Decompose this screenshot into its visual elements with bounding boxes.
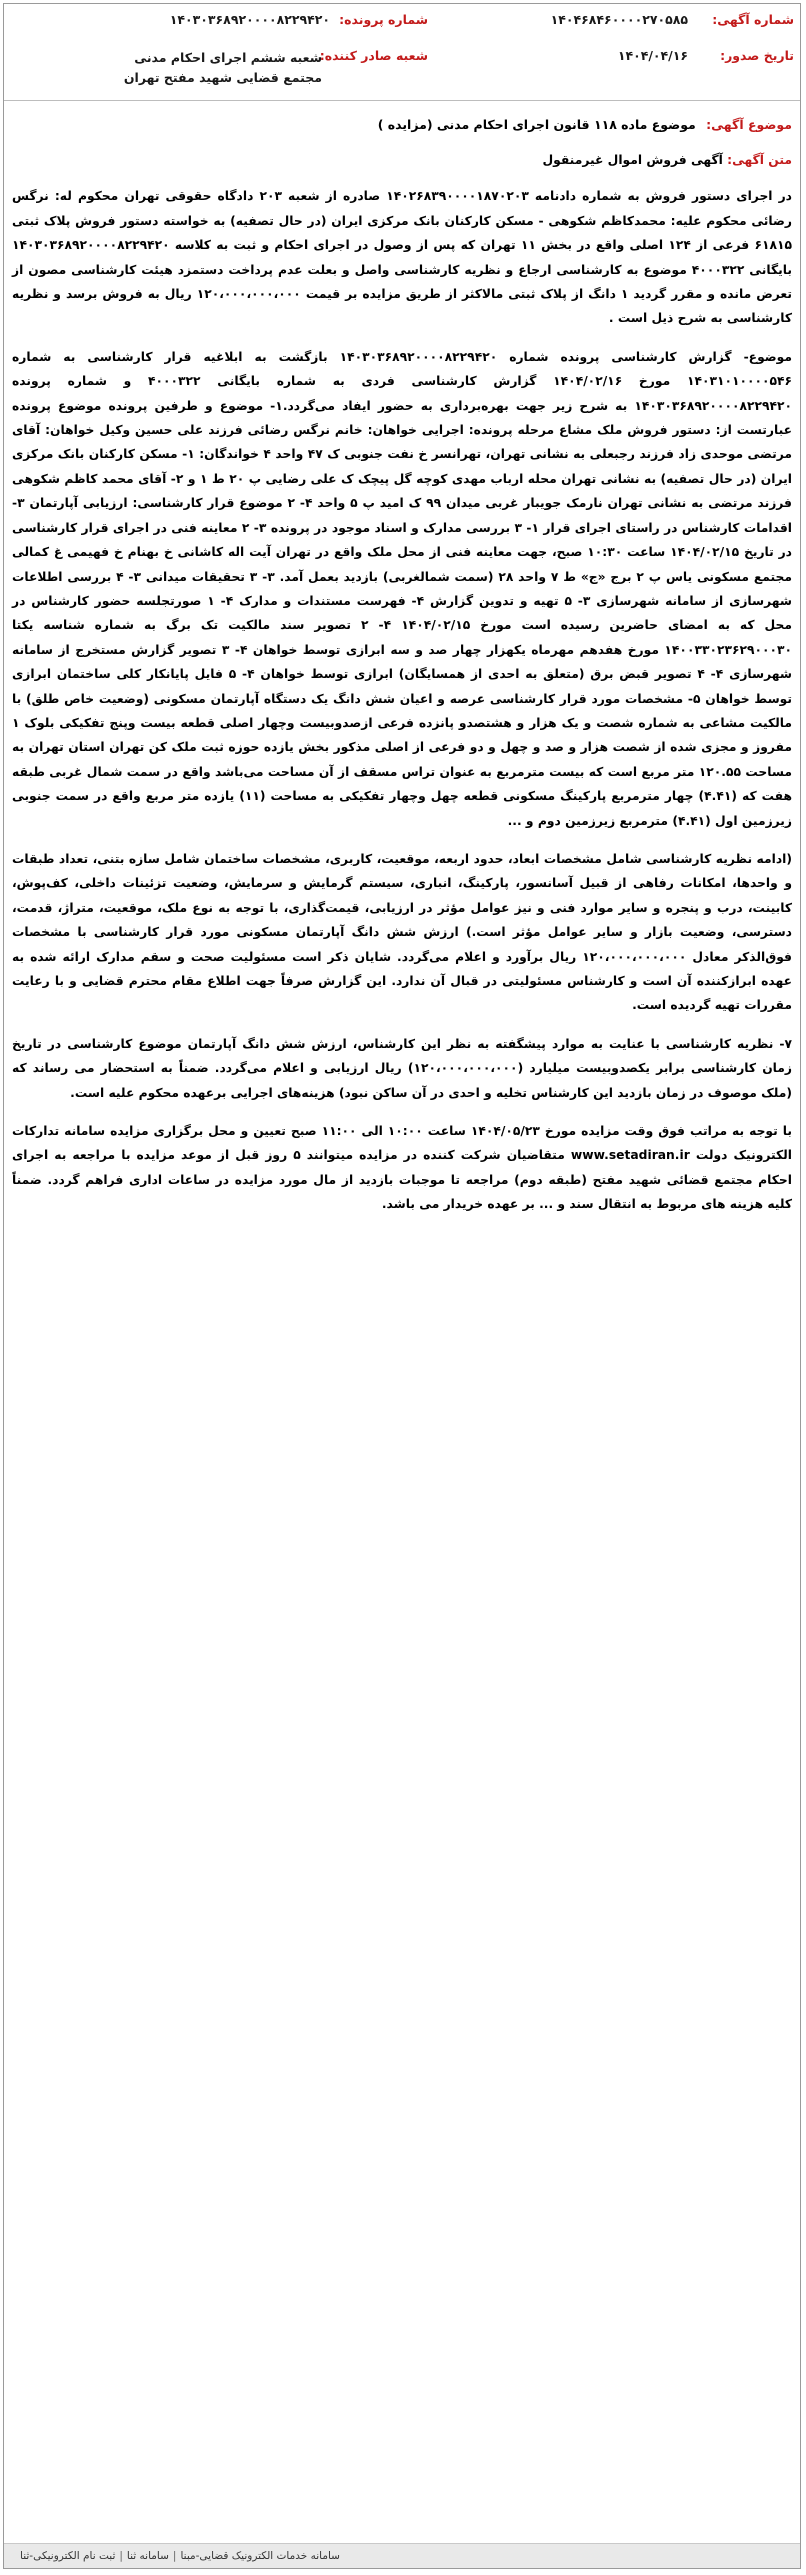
body-paragraph-auction-details: با توجه به مراتب فوق وقت مزایده مورخ ۱۴۰۴/۰۵/۲۳ ساعت ۱۰:۰۰ الی ۱۱:۰۰ صبح تعیین و محل برگزاری مزایده سامانه تدارکات الکترونیک دولت www.setadiran.ir متقاضیان شرکت کننده در مزایده میتوانند ۵ روز قبل از موعد مزایده با مراجعه به اجرای احکام مجتمع قضائی شهید مفتح (طبقه دوم) مراجعه تا موجبات بازدید از مال مورد مزایده در ساعات اداری فراهم گردد. ضمناً کلیه هزینه های مربوط به انتقال سند و ... بر عهده خریدار می باشد. <box>12 1124 792 1212</box>
issuing-branch: شعبه ششم اجرای احکام مدنی مجتمع قضایی شهید مفتح تهران <box>123 50 322 85</box>
ad-document <box>3 3 801 2569</box>
footer-link-mabna[interactable]: سامانه خدمات الکترونیک قضایی-مبنا <box>180 2550 340 2562</box>
footer-link-sana[interactable]: سامانه ثنا <box>126 2550 169 2562</box>
footer-separator: | <box>119 2550 123 2562</box>
case-number: ۱۴۰۳۰۳۶۸۹۲۰۰۰۰۸۲۲۹۴۲۰ <box>169 12 330 27</box>
ad-number-label: شماره آگهی: <box>712 12 794 27</box>
issue-date: ۱۴۰۴/۰۴/۱۶ <box>617 48 688 63</box>
footer-bar <box>4 2543 800 2568</box>
ad-subject <box>4 101 800 134</box>
body-paragraph-expert-opinion: ۷- نظریه کارشناسی با عنایت به موارد پیشگفته به نظر این کارشناس، ارزش شش دانگ آپارتمان موضوع کارشناسی در تاریخ زمان کارشناسی برابر یکصدوبیست میلیارد (۱۲۰،۰۰۰،۰۰۰،۰۰۰) ریال ارزیابی و اعلام می‌گردد. ضمناً به استحضار می رساند که (ملک موصوف در زمان بازدید این کارشناس تخلیه و احدی در آن ساکن نبود) هزینه‌های اجرایی برعهده محکوم علیه است. <box>12 1036 792 1100</box>
body-paragraph-order: در اجرای دستور فروش به شماره دادنامه ۱۴۰۲۶۸۳۹۰۰۰۰۱۸۷۰۲۰۳ صادره از شعبه ۲۰۳ دادگاه حقوقی تهران محکوم له: نرگس رضائی محکوم علیه: محمدکاظم شکوهی - مسکن کارکنان بانک مرکزی ایران (در حال تصفیه) به خواسته دستور فروش پلاک ثبتی ۶۱۸۱۵ فرعی از ۱۲۴ اصلی واقع در بخش ۱۱ تهران که پس از وصول در اجرای احکام و ثبت به کلاسه ۱۴۰۳۰۳۶۸۹۲۰۰۰۰۸۲۲۹۴۲۰ بایگانی ۴۰۰۰۳۲۲ موضوع به کارشناسی ارجاع و نظریه کارشناسی واصل و بعلت عدم پرداخت دستمزد هیئت کارشناسی مصون از تعرض مانده و مقرر گردید ۱ دانگ از پلاک ثبتی مالاکثر از طریق مزایده بر قیمت ۱۲۰،۰۰۰،۰۰۰،۰۰۰ ریال به فروش برسد و نظریه کارشناسی به شرح ذیل است . <box>12 189 793 326</box>
ad-header <box>4 4 800 101</box>
body-paragraph-expert-details: (ادامه نظریه کارشناسی شامل مشخصات ابعاد، حدود اربعه، موقعیت، کاربری، مشخصات ساختمان شامل سازه بتنی، تعداد طبقات و واحدها، امکانات رفاهی از قبیل آسانسور، پارکینگ، انباری، سیستم گرمایش و سرمایش، وضعیت تزئینات داخلی، کف‌پوش، کابینت، درب و پنجره و سایر موارد فنی و نیز عوامل مؤثر در ارزیابی، قیمت‌گذاری، با توجه به نوع ملک، موقعیت، متراژ، قدمت، دسترسی، وضعیت بازار و سایر عوامل مؤثر است.) ارزش شش دانگ آپارتمان مسکونی مورد قرار کارشناسی با مشخصات فوق‌الذکر معادل ۱۲۰،۰۰۰،۰۰۰،۰۰۰ ریال برآورد و اعلام می‌گردد. شایان ذکر است مسئولیت صحت و سقم مدارک ارائه شده به عهده ابرازکننده آن است و کارشناس مسئولیتی در قبال آن ندارد. این گزارش صرفاً جهت اطلاع مقام محترم قضایی و با رعایت مقررات تهیه گردیده است. <box>12 851 792 1013</box>
ad-title: آگهی فروش اموال غیرمنقول <box>542 153 723 167</box>
subject-value: موضوع ماده ۱۱۸ قانون اجرای احکام مدنی (مزایده ) <box>377 117 696 132</box>
branch-label: شعبه صادر کننده: <box>319 48 428 63</box>
issue-date-label: تاریخ صدور: <box>720 48 794 63</box>
ad-title-line <box>12 148 792 172</box>
case-number-label: شماره پرونده: <box>339 12 428 27</box>
footer-link-sana-registration[interactable]: ثبت نام الکترونیکی-ثنا <box>20 2550 116 2562</box>
subject-label: موضوع آگهی: <box>706 117 792 132</box>
body-paragraph-expert-report: موضوع- گزارش کارشناسی پرونده شماره ۱۴۰۳۰۳۶۸۹۲۰۰۰۰۸۲۲۹۴۲۰ بازگشت به ابلاغیه قرار کارشناسی به شماره ۱۴۰۳۱۰۱۰۰۰۰۵۴۶ مورخ ۱۴۰۴/۰۲/۱۶ گزارش کارشناسی فردی به شماره بایگانی ۴۰۰۰۳۲۲ و شماره پرونده ۱۴۰۳۰۳۶۸۹۲۰۰۰۰۸۲۲۹۴۲۰ به شرح زیر جهت بهره‌برداری به حضور ایفاد می‌گردد.۱- موضوع و طرفین پرونده موضوع پرونده عبارتست از: دستور فروش ملک مشاع مرحله پرونده: اجرایی خواهان: خانم نرگس رضائی فرزند علی حسین وکیل خواهان: آقای مرتضی موحدی زاد فرزند رجبعلی به نشانی تهران، تهرانسر خ نفت جنوبی ک ۴۷ واحد ۴ خواندگان: ۱- مسکن کارکنان بانک مرکزی ایران (در حال تصفیه) به نشانی تهران محله ارباب مهدی کوچه گل پیچک ک علی رضایی پ ۲۰ ط ۱ و ۲- آقای محمد کاظم شکوهی فرزند مرتضی به نشانی تهران نارمک جویبار غربی میدان ۹۹ ک امید پ ۵ واحد ۴- ۲ موضوع قرار کارشناسی: ارزیابی آپارتمان ۳- اقدامات کارشناس در راستای اجرای قرار ۱- ۳ بررسی مدارک و اسناد موجود در پرونده ۳- ۲ معاینه فنی در اجرای قرار کارشناسی در تاریخ ۱۴۰۴/۰۲/۱۵ ساعت ۱۰:۳۰ صبح، جهت معاینه فنی از محل ملک واقع در تهران آیت اله کاشانی خ بهنام خ فهیمی غ کمالی مجتمع مسکونی یاس پ ۲ برج «ج» ط ۷ واحد ۲۸ (سمت شمالغربی) بازدید بعمل آمد. ۳- ۳ تحقیقات میدانی ۳- ۴ بررسی اطلاعات شهرسازی از سامانه شهرسازی ۳- ۵ تهیه و تدوین گزارش ۴- فهرست مستندات و مدارک ۴- ۱ صورتجلسه حضور کارشناس در محل که به امضای حاضرین رسیده است مورخ ۱۴۰۴/۰۲/۱۵ ۴- ۲ تصویر سند مالکیت تک برگ به شماره شناسه یکتا ۱۴۰۰۳۳۰۲۳۶۲۹۰۰۰۳۰ مورخ هفدهم مهرماه یکهزار چهار صد و سه ابرازی توسط خواهان ۴- ۳ تصویر گزارش مستخرج از سامانه شهرسازی ۴- ۴ تصویر قبض برق (متعلق به احدی از همسایگان) ابرازی توسط خواهان ۴- ۵ فایل پایانکار کلی ساختمان ابرازی توسط خواهان ۵- مشخصات مورد قرار کارشناسی عرصه و اعیان شش دانگ یک دستگاه آپارتمان مسکونی (وضعیت خاص طلق) با مالکیت مشاعی به شماره شصت و یک هزار و هشتصدو پانزده فرعی ازصدوبیست وچهار اصلی قطعه بیست وپنج تفکیکی بلوک ۱ مفروز و مجزی شده از شصت هزار و صد و چهل و دو فرعی از اصلی مذکور بخش یازده حوزه ثبت ملک کن تهران استان تهران به مساحت ۱۲۰.۵۵ متر مربع است که بیست مترمربع به عنوان تراس مسقف از آن مساحت می‌باشد واقع در سمت شمال غربی طبقه هفت که (۴.۴۱) چهار مترمربع پارکینگ مسکونی قطعه چهل وچهار تفکیکی به مساحت (۱۱) یازده متر مربع واقع در سمت جنوبی زیرزمین اول (۴.۴۱) مترمربع زیرزمین دوم و ... <box>12 349 793 828</box>
footer-separator: | <box>172 2550 177 2562</box>
ad-text-label: متن آگهی: <box>727 153 792 167</box>
ad-number: ۱۴۰۴۶۸۴۶۰۰۰۰۲۷۰۵۸۵ <box>550 12 688 27</box>
ad-body <box>4 148 800 1217</box>
